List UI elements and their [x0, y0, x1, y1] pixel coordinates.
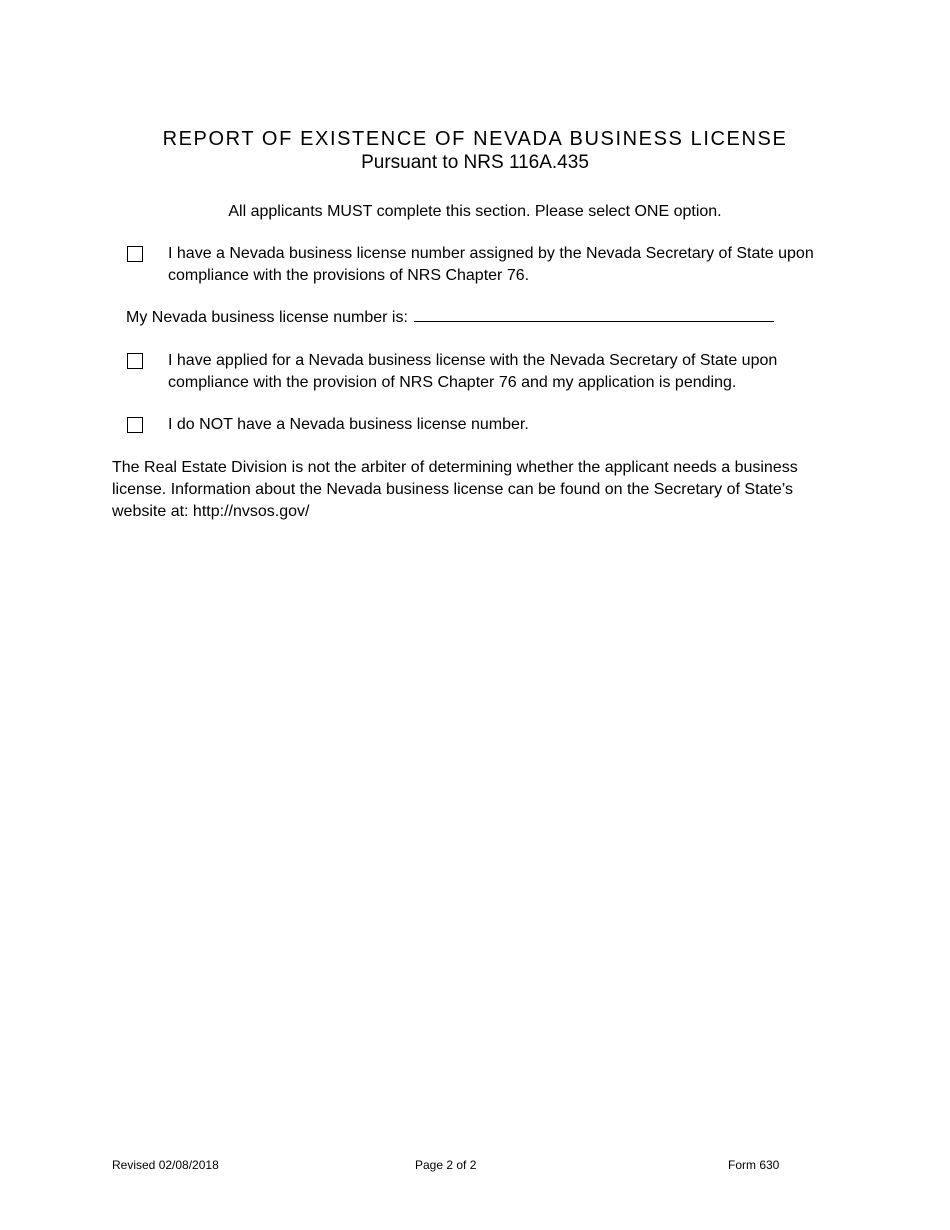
option-applied-license-checkbox[interactable]: [127, 353, 143, 369]
license-number-field[interactable]: [414, 307, 774, 322]
option-no-license-checkbox[interactable]: [127, 417, 143, 433]
footer-form-number: Form 630: [728, 1158, 780, 1172]
license-number-row: [126, 307, 774, 329]
document-title: REPORT OF EXISTENCE OF NEVADA BUSINESS LICENSE: [162, 128, 788, 150]
instructions-text: All applicants MUST complete this section. Please select ONE option.: [228, 203, 722, 220]
option-no-license-label: I do NOT have a Nevada business license number.: [168, 416, 529, 433]
document-subtitle: Pursuant to NRS 116A.435: [361, 152, 589, 173]
option-has-license-label: I have a Nevada business license number assigned by the Nevada Secretary of State upon compliance with the provisions of NRS Chapter 76.: [168, 245, 814, 284]
disclaimer-text: The Real Estate Division is not the arbiter of determining whether the applicant needs a business license. Information about the Nevada business license can be found on the Secretary of State’s website at: http://nvsos.gov/: [112, 459, 798, 520]
option-has-license-checkbox[interactable]: [127, 246, 143, 262]
footer-page-number: Page 2 of 2: [415, 1158, 477, 1172]
option-applied-license-label: I have applied for a Nevada business license with the Nevada Secretary of State upon compliance with the provision of NRS Chapter 76 and my application is pending.: [168, 352, 778, 391]
footer-revised-date: Revised 02/08/2018: [112, 1158, 219, 1172]
license-number-label: My Nevada business license number is:: [126, 309, 408, 326]
